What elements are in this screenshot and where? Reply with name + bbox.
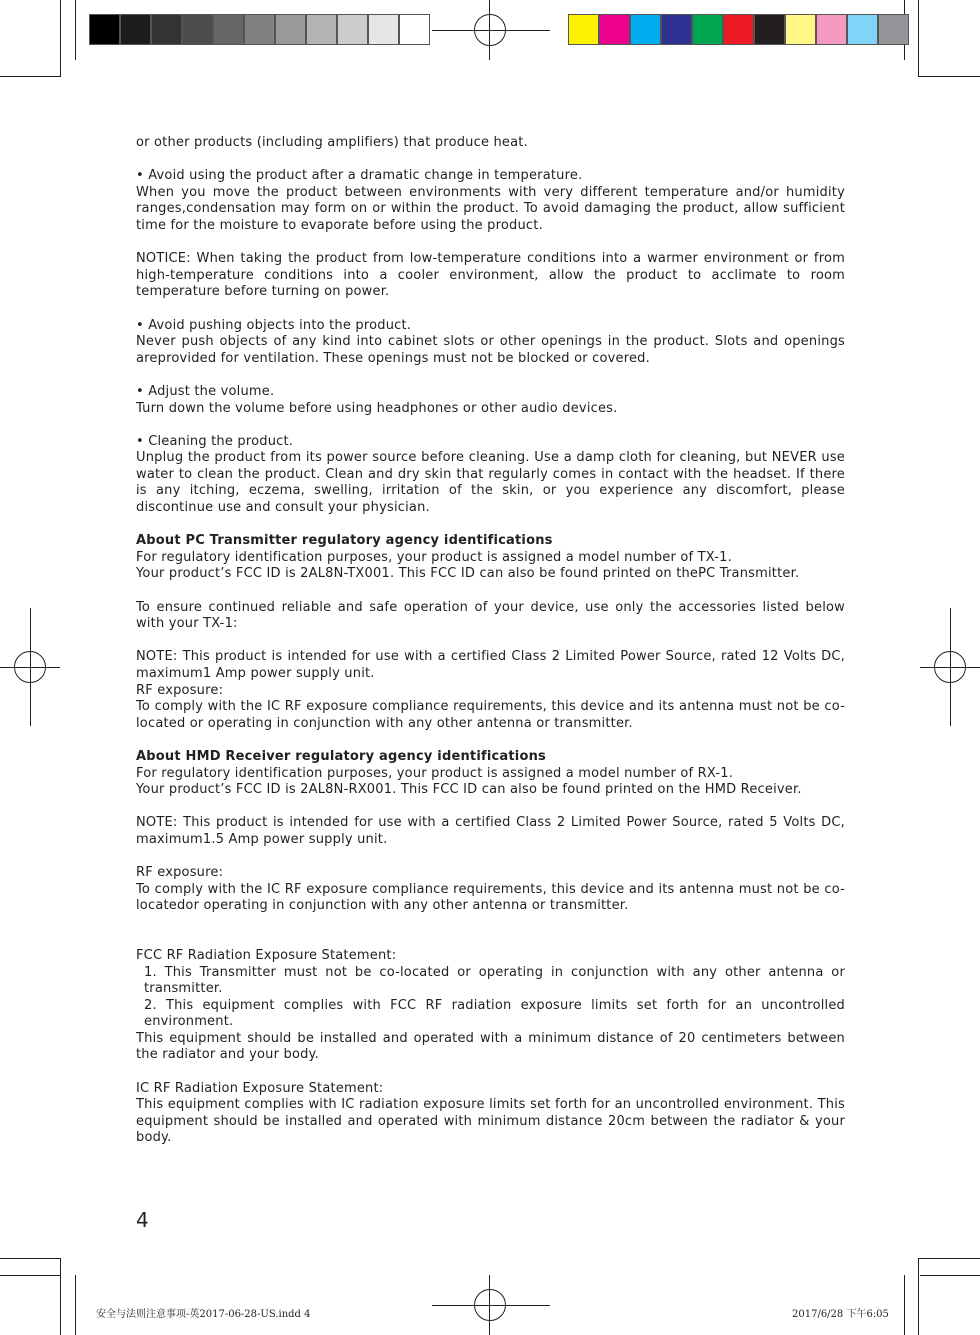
color-swatch [630,14,661,45]
color-swatch [785,14,816,45]
paragraph: For regulatory identification purposes, your product is assigned a model number of TX-1. [136,549,732,565]
section-heading-transmitter: About PC Transmitter regulatory agency identifications [136,533,553,549]
color-swatch [368,14,399,45]
color-swatch [244,14,275,45]
color-swatch [723,14,754,45]
ic-statement-title: IC RF Radiation Exposure Statement: [136,1080,384,1096]
paragraph: This equipment complies with IC radiation exposure limits set forth for an uncontrolled environment. This equipment should be installed and operated with minimum distance 20cm between the radiator & your body. [136,1097,845,1146]
color-swatch [878,14,909,45]
color-swatch [275,14,306,45]
paragraph: or other products (including amplifiers) that produce heat. [136,135,528,150]
bullet-title: • Cleaning the product. [136,433,294,449]
color-bar [568,14,909,45]
fcc-statement-title: FCC RF Radiation Exposure Statement: [136,947,397,963]
paragraph: NOTE: This product is intended for use with a certified Class 2 Limited Power Source, rated 5 Volts DC, maximum1.5 Amp power supply unit. [136,815,845,847]
color-swatch [213,14,244,45]
paragraph: 2. This equipment complies with FCC RF radiation exposure limits set forth for an uncontrolled environment. [144,997,845,1030]
color-swatch [661,14,692,45]
paragraph: Your product’s FCC ID is 2AL8N-TX001. This FCC ID can also be found printed on thePC Transmitter. [136,566,800,582]
slug-date: 2017/6/28 下午6:05 [792,1309,889,1320]
paragraph: Turn down the volume before using headphones or other audio devices. [136,400,618,416]
paragraph: RF exposure: [136,865,224,881]
bullet-title: • Avoid pushing objects into the product. [136,317,412,333]
color-swatch [306,14,337,45]
paragraph: RF exposure: [136,682,224,698]
color-swatch [120,14,151,45]
color-swatch [816,14,847,45]
document-body [136,135,845,1147]
paragraph: Your product’s FCC ID is 2AL8N-RX001. This FCC ID can also be found printed on the HMD Receiver. [136,782,802,798]
color-swatch [847,14,878,45]
paragraph: To comply with the IC RF exposure compliance requirements, this device and its antenna must not be co-located or operating in conjunction with any other antenna or transmitter. [136,699,845,731]
paragraph: Unplug the product from its power source before cleaning. Use a damp cloth for cleaning, but NEVER use water to clean the product. Clean and dry skin that regularly comes in contact with the headset. If there is any itching, eczema, swelling, irritation of the skin, or you experience any discomfort, please discontinue use and consult your physician. [136,450,845,516]
section-heading-receiver: About HMD Receiver regulatory agency identifications [136,748,546,764]
color-swatch [89,14,120,45]
color-swatch [337,14,368,45]
notice-paragraph: NOTICE: When taking the product from low-temperature conditions into a warmer environment or from high-temperature conditions into a cooler environment, allow the product to acclimate to room temperature before turning on power. [136,251,845,300]
page-number: 4 [136,1208,149,1232]
paragraph: For regulatory identification purposes, your product is assigned a model number of RX-1. [136,765,734,781]
paragraph: This equipment should be installed and operated with a minimum distance of 20 centimeters between the radiator and your body. [136,1030,845,1063]
paragraph: Never push objects of any kind into cabinet slots or other openings in the product. Slots and openings areprovided for ventilation. These openings must not be blocked or covered. [136,334,845,366]
color-swatch [399,14,430,45]
color-swatch [151,14,182,45]
color-swatch [599,14,630,45]
paragraph: To comply with the IC RF exposure compliance requirements, this device and its antenna must not be co-locatedor operating in conjunction with any other antenna or transmitter. [136,881,845,914]
bullet-title: • Adjust the volume. [136,383,275,399]
paragraph: When you move the product between environments with very different temperature and/or humidity ranges,condensation may form on or within the product. To avoid damaging the product, allow sufficient time for the moisture to evaporate before using the product. [136,184,845,233]
color-swatch [754,14,785,45]
color-swatch [568,14,599,45]
grayscale-bar [89,14,430,45]
color-swatch [692,14,723,45]
bullet-title: • Avoid using the product after a dramatic change in temperature. [136,168,583,184]
paragraph: 1. This Transmitter must not be co-located or operating in conjunction with any other antenna or transmitter. [144,964,845,997]
slug-file-info: 安全与法则注意事项-英2017-06-28-US.indd 4 [96,1309,311,1320]
color-swatch [182,14,213,45]
paragraph: To ensure continued reliable and safe operation of your device, use only the accessories listed below with your TX-1: [136,599,845,632]
paragraph: NOTE: This product is intended for use with a certified Class 2 Limited Power Source, rated 12 Volts DC, maximum1 Amp power supply unit. [136,649,845,681]
